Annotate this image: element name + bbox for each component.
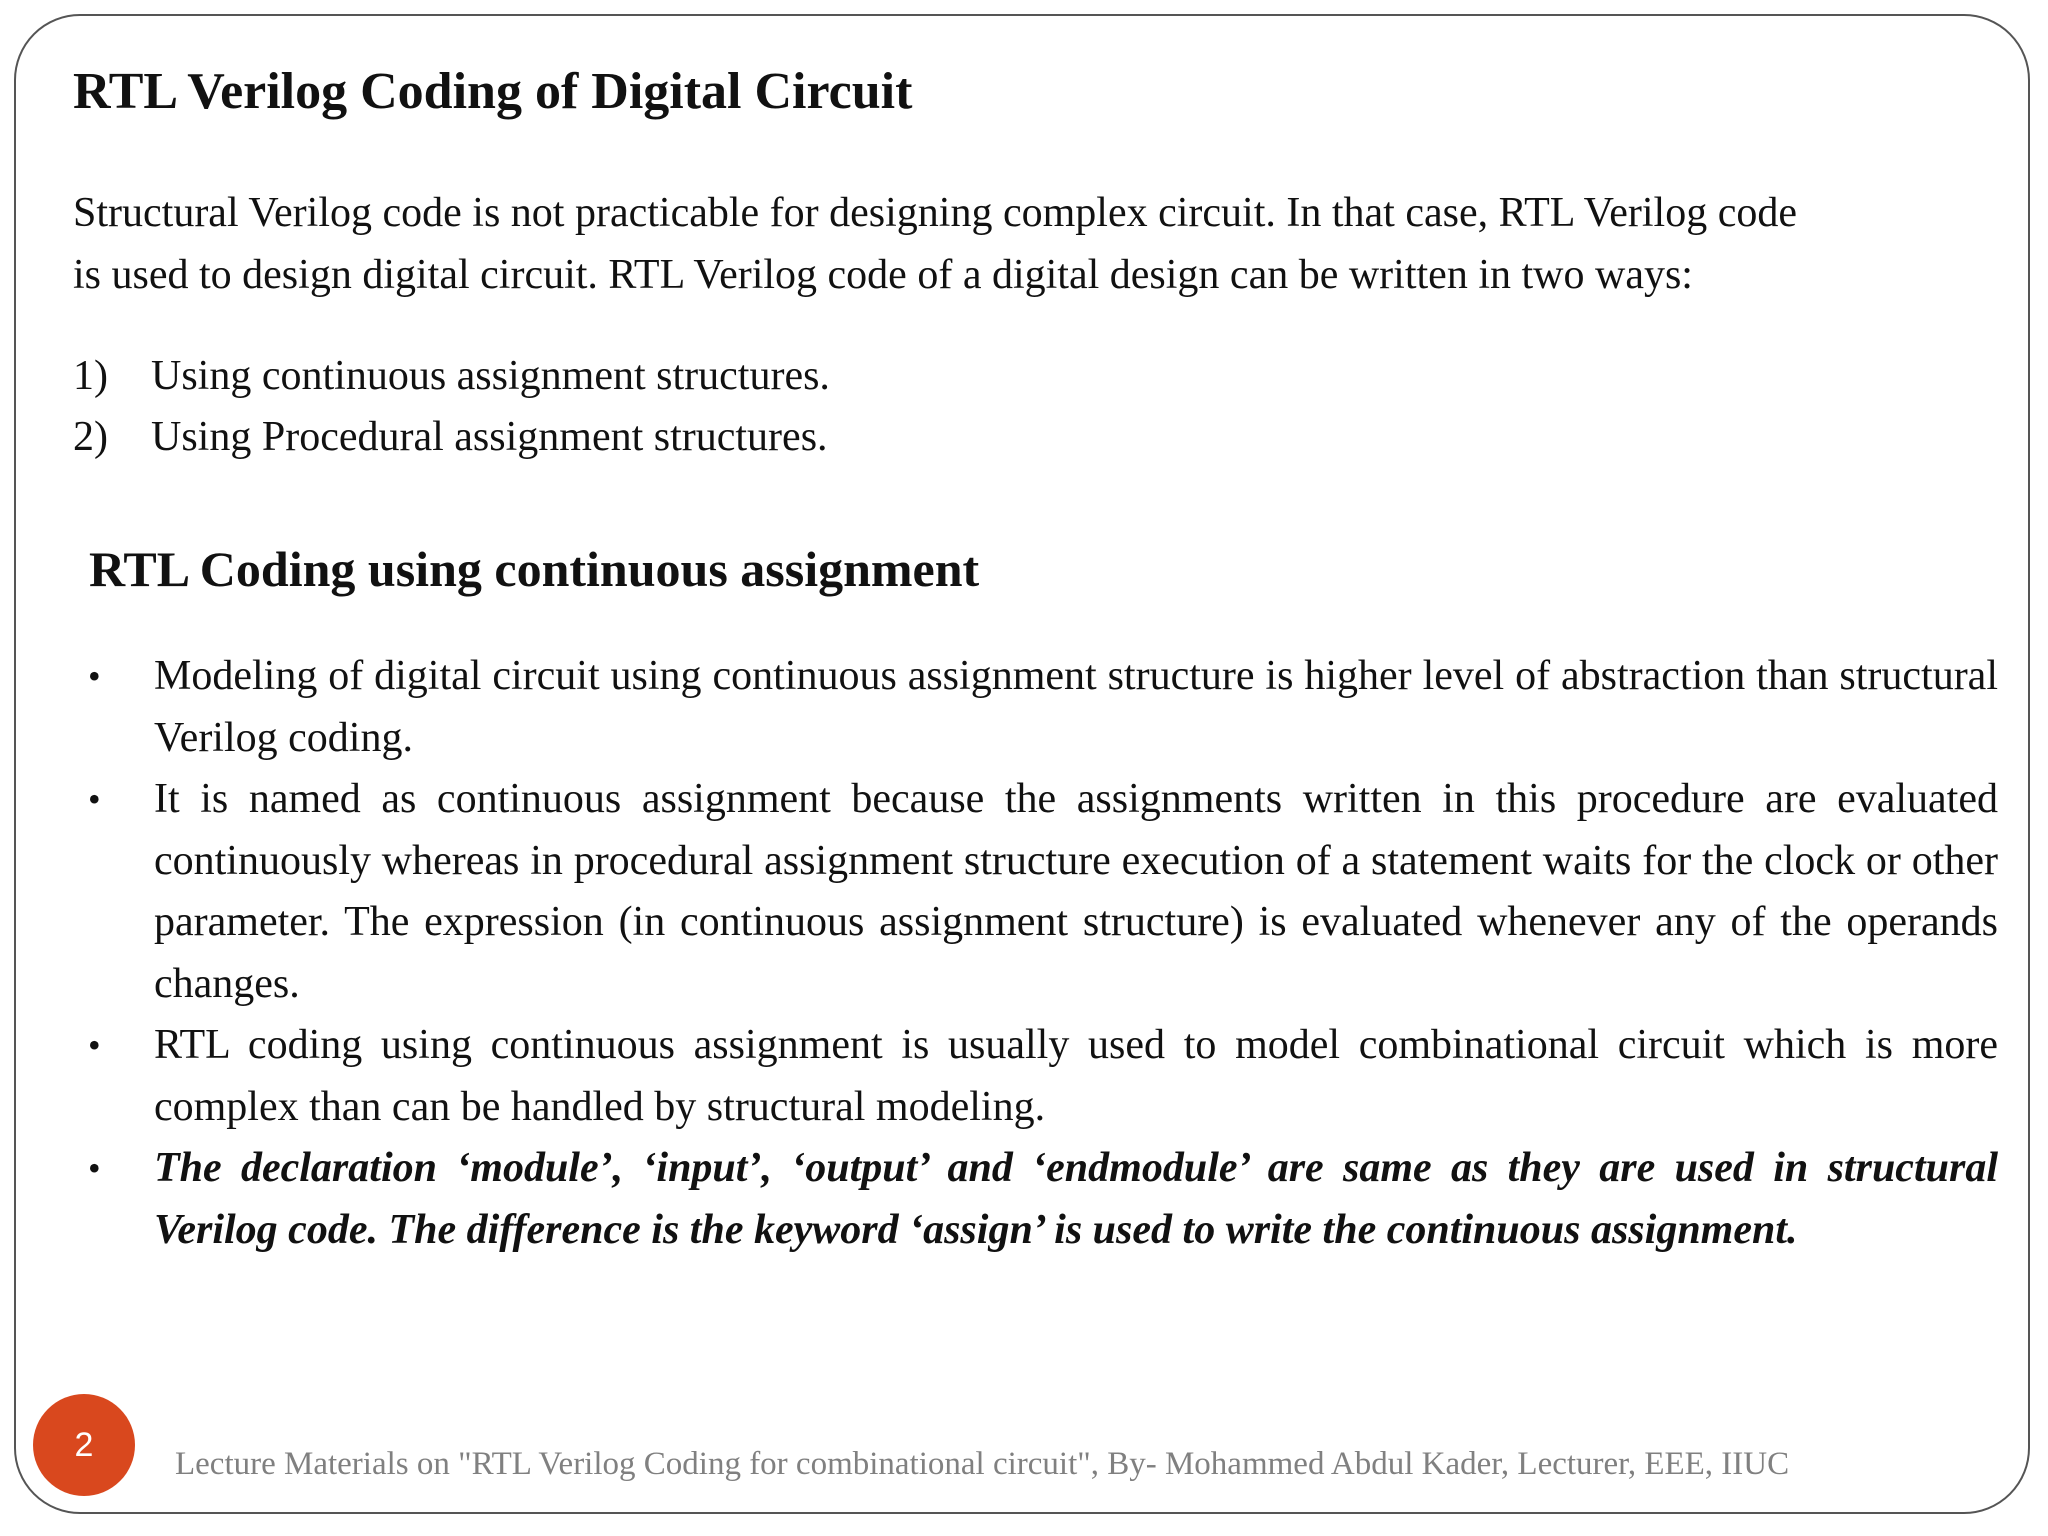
slide-title: RTL Verilog Coding of Digital Circuit <box>73 63 913 120</box>
bullet-item <box>80 769 1998 1015</box>
list-number: 1) <box>73 353 108 399</box>
bullet-text: RTL coding using continuous assignment is usually used to model combinational circuit which is more complex than can be handled by structural modeling. <box>154 1022 1998 1130</box>
bullet-icon: • <box>88 779 101 819</box>
bullet-text: Modeling of digital circuit using continuous assignment structure is higher level of abstraction than structural Verilog coding. <box>154 653 1998 761</box>
ways-list <box>73 346 830 468</box>
bullet-text: The declaration ‘module’, ‘input’, ‘output’ and ‘endmodule’ are same as they are used in structural Verilog code. The difference is the keyword ‘assign’ is used to write the continuous assignment. <box>154 1145 1998 1253</box>
section-heading: RTL Coding using continuous assignment <box>89 541 980 597</box>
intro-line-2: is used to design digital circuit. RTL Verilog code of a digital design can be written in two ways: <box>73 252 1693 298</box>
list-number: 2) <box>73 414 108 460</box>
page-number: 2 <box>74 1425 94 1464</box>
footer-credit: Lecture Materials on "RTL Verilog Coding for combinational circuit", By- Mohammed Abdul Kader, Lecturer, EEE, IIUC <box>175 1446 1790 1482</box>
bullet-item-emphasized <box>80 1138 1998 1261</box>
list-item <box>73 346 830 407</box>
bullet-list <box>80 646 1998 1261</box>
page-number-badge <box>33 1394 135 1496</box>
bullet-icon: • <box>88 1148 101 1188</box>
list-item <box>73 407 830 468</box>
bullet-icon: • <box>88 656 101 696</box>
bullet-item <box>80 646 1998 769</box>
list-item-text: Using continuous assignment structures. <box>151 353 830 399</box>
intro-paragraph <box>73 182 1973 306</box>
bullet-item <box>80 1015 1998 1138</box>
bullet-icon: • <box>88 1025 101 1065</box>
list-item-text: Using Procedural assignment structures. <box>151 414 828 460</box>
intro-line-1: Structural Verilog code is not practicable for designing complex circuit. In that case, RTL Verilog code <box>73 190 1798 236</box>
bullet-text: It is named as continuous assignment because the assignments written in this procedure are evaluated continuously whereas in procedural assignment structure execution of a statement waits for the clock or other parameter. The expression (in continuous assignment structure) is evaluated whenever any of the operands changes. <box>154 776 1998 1007</box>
